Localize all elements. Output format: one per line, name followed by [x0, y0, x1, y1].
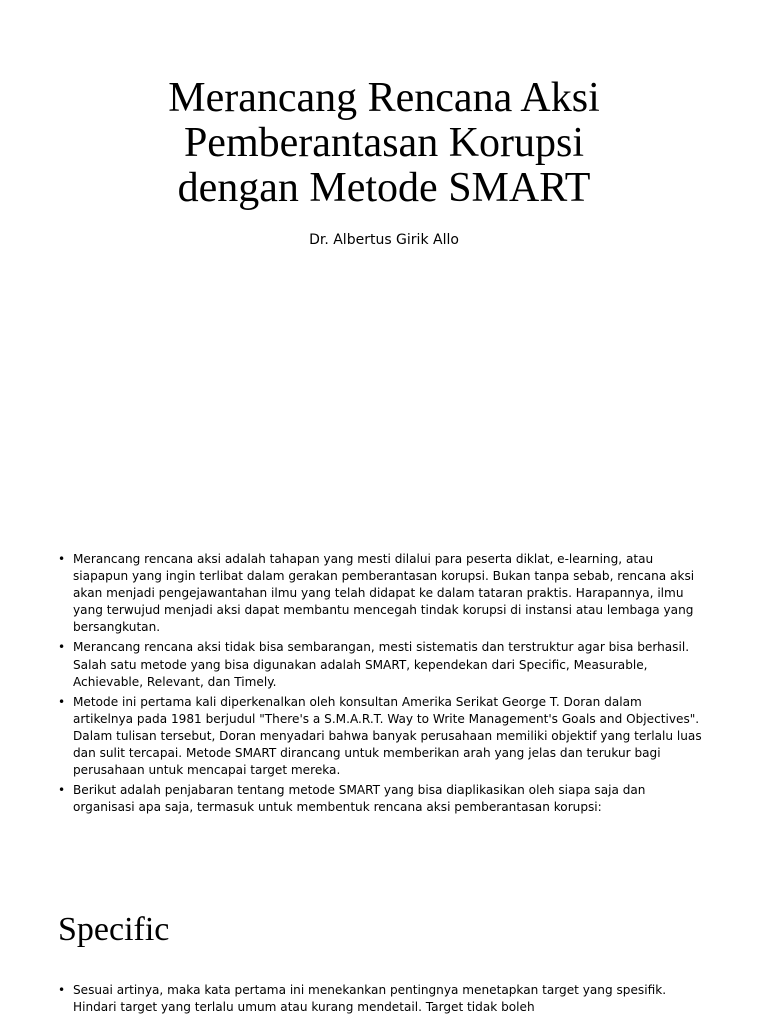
bullet-text: Merancang rencana aksi tidak bisa sembarangan, mesti sistematis dan terstruktur agar bisa berhasil. Salah satu metode yang bisa digunakan adalah SMART, kependekan dari Specific, Measurable, Achievable, Relevant, dan Timely.: [73, 640, 690, 689]
bullet-icon: •: [58, 694, 66, 709]
bullet-item: [58, 551, 703, 636]
bullet-icon: •: [58, 640, 66, 655]
intro-slide: [0, 532, 768, 862]
bullet-item: [58, 982, 703, 1016]
specific-bullet-list: [58, 982, 703, 1019]
bullet-icon: •: [58, 552, 66, 566]
bullet-item: [58, 782, 703, 816]
bullet-icon: •: [58, 783, 66, 798]
bullet-item: [58, 694, 703, 779]
bullet-icon: •: [58, 983, 66, 997]
bullet-item: [58, 639, 703, 690]
author-name: Dr. Albertus Girik Allo: [309, 232, 459, 248]
presentation-title: Merancang Rencana Aksi Pemberantasan Korupsi dengan Metode SMART: [168, 75, 600, 211]
section-heading: Specific: [58, 911, 170, 948]
bullet-text: Sesuai artinya, maka kata pertama ini menekankan pentingnya menetapkan target yang spesifik. Hindari target yang terlalu umum atau kurang mendetail. Target tidak boleh: [73, 983, 667, 1015]
bullet-text: Merancang rencana aksi adalah tahapan yang mesti dilalui para peserta diklat, e-learning, atau siapapun yang ingin terlibat dalam gerakan pemberantasan korupsi. Bukan tanpa sebab, rencana aksi akan menjadi pengejawantahan ilmu yang telah didapat ke dalam tataran praktis. Harapannya, ilmu yang terwujud menjadi aksi dapat membantu mencegah tindak korupsi di instansi atau lembaga yang bersangkutan.: [73, 552, 695, 635]
bullet-text: Berikut adalah penjabaran tentang metode SMART yang bisa diaplikasikan oleh siapa saja dan organisasi apa saja, termasuk untuk membentuk rencana aksi pemberantasan korupsi:: [73, 783, 646, 815]
bullet-text: Metode ini pertama kali diperkenalkan oleh konsultan Amerika Serikat George T. Doran dalam artikelnya pada 1981 berjudul "There's a S.M.A.R.T. Way to Write Management's Goals and Objectives". Dalam tulisan tersebut, Doran menyadari bahwa banyak perusahaan memiliki objektif yang terlalu luas dan sulit tercapai. Metode SMART dirancang untuk memberikan arah yang jelas dan terukur bagi perusahaan untuk mencapai target mereka.: [73, 694, 702, 778]
specific-slide: [0, 862, 768, 1024]
intro-bullet-list: [58, 551, 703, 819]
